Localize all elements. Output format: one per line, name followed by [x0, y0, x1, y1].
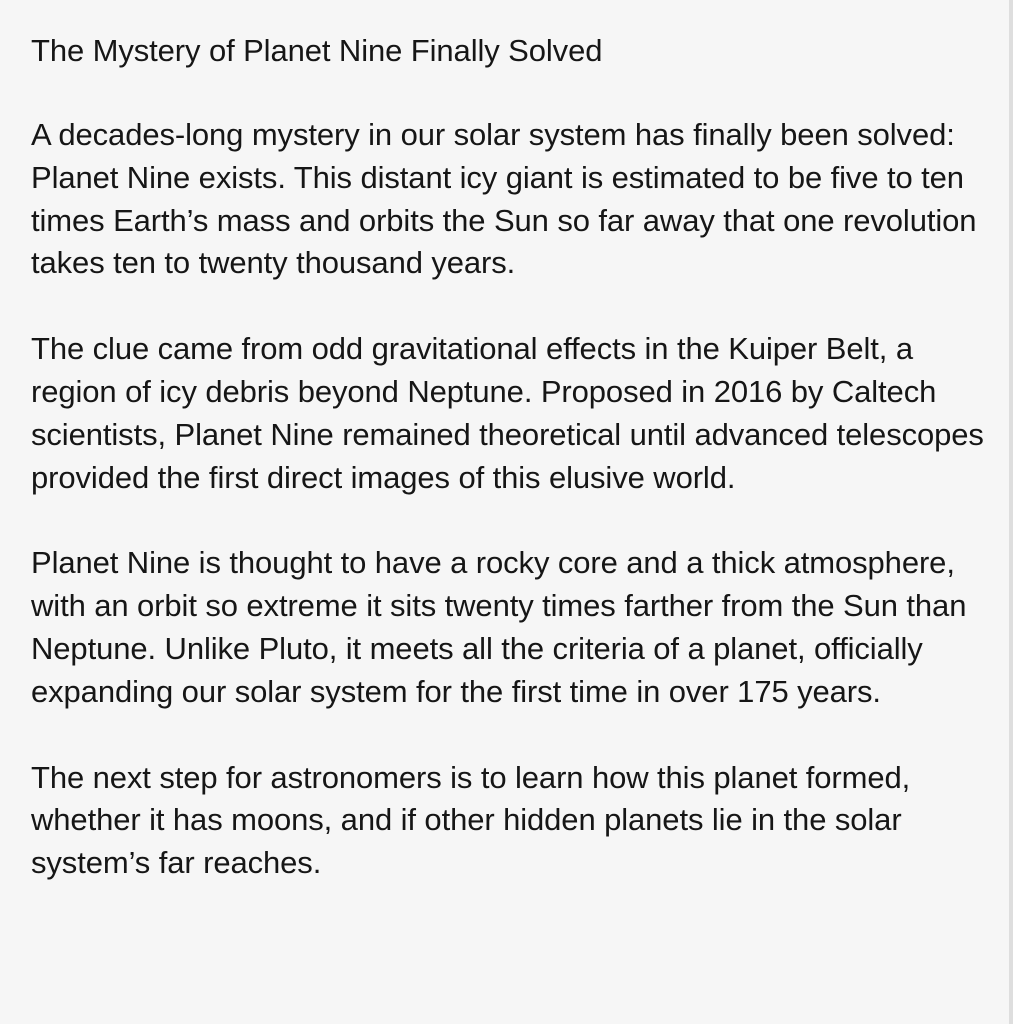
paragraph-4: The next step for astronomers is to learn how this planet formed, whether it has moons, and if other hidden planets lie in the solar system’s far reaches.	[31, 759, 911, 881]
paragraph-1: A decades-long mystery in our solar system has finally been solved: Planet Nine exists. This distant icy giant is estimated to be five to ten times Earth’s mass and orbits the Sun so far away that one revolution takes ten to twenty thousand years.	[31, 117, 977, 281]
paragraph-3: Planet Nine is thought to have a rocky core and a thick atmosphere, with an orbit so extreme it sits twenty times farther from the Sun than Neptune. Unlike Pluto, it meets all the criteria of a planet, officially expanding our solar system for the first time in over 175 years.	[31, 545, 967, 709]
article-title: The Mystery of Planet Nine Finally Solved	[31, 33, 603, 68]
paragraph-2: The clue came from odd gravitational effects in the Kuiper Belt, a region of icy debris beyond Neptune. Proposed in 2016 by Caltech scientists, Planet Nine remained theoretical until advanced telescopes provided the first direct images of this elusive world.	[31, 331, 984, 495]
right-edge-divider	[1009, 0, 1013, 1024]
article-body	[31, 30, 991, 885]
